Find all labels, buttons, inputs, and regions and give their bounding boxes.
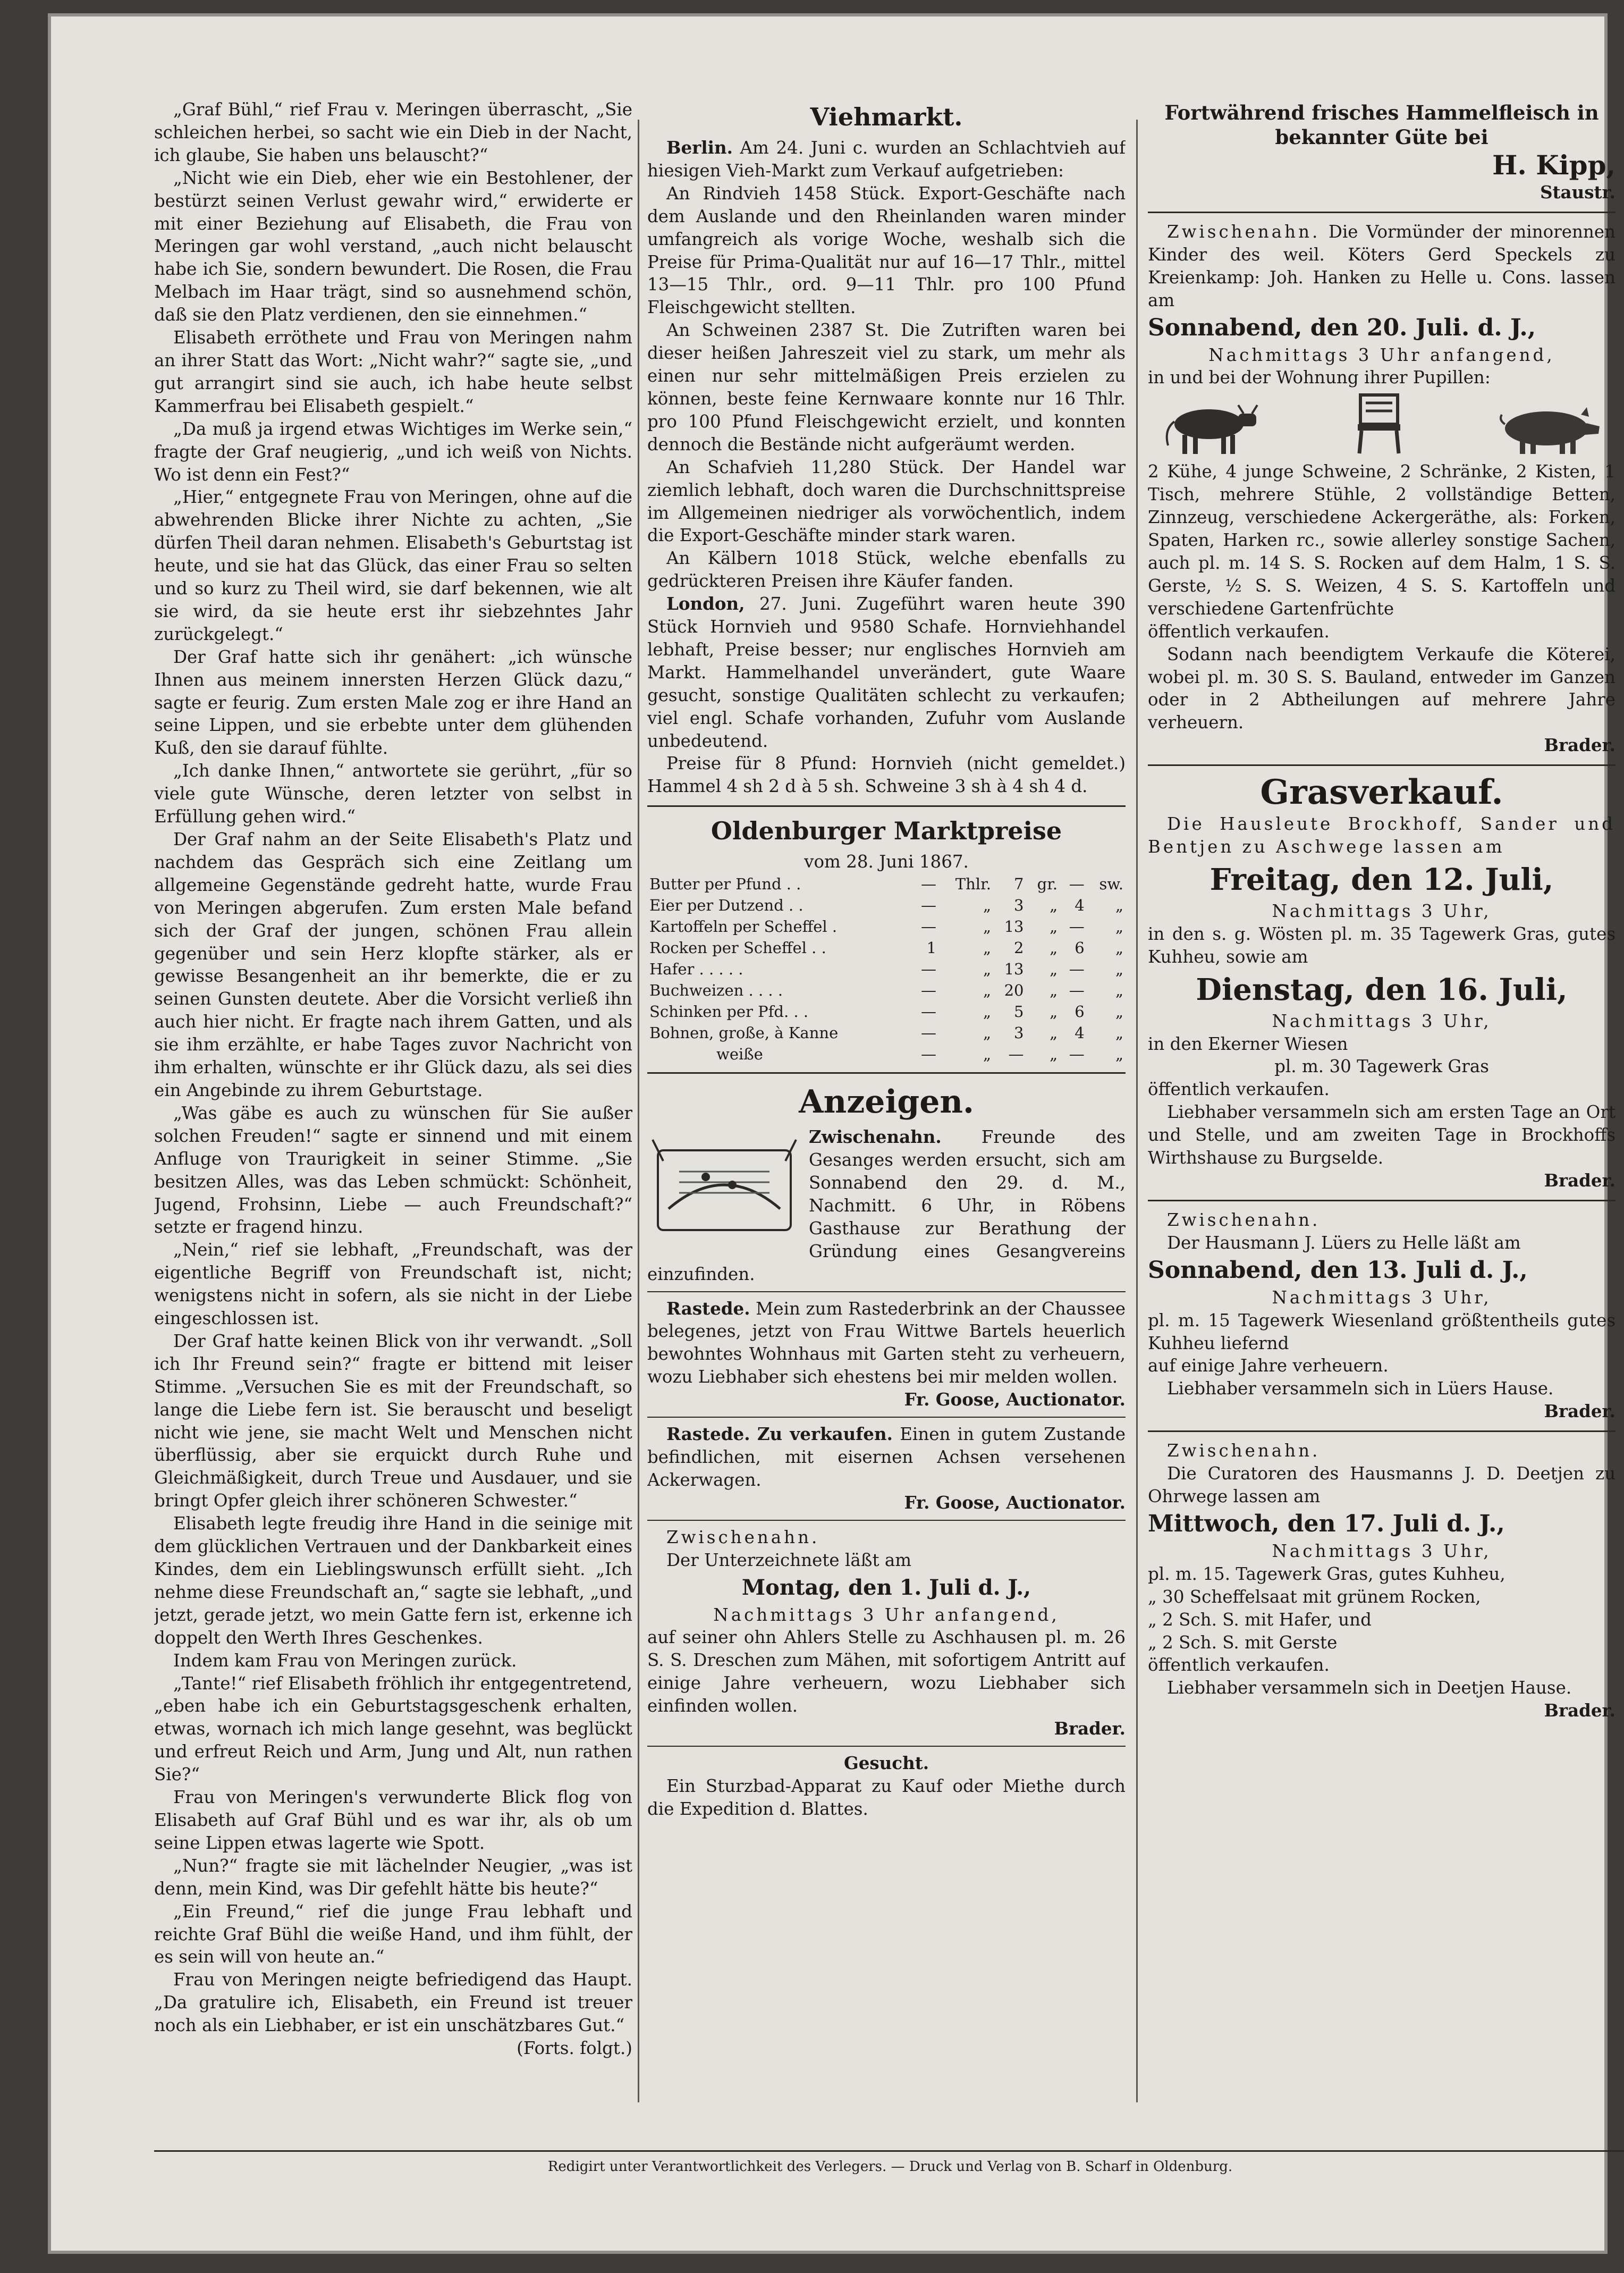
ad-date: Mittwoch, den 17. Juli d. J., (1148, 1510, 1505, 1537)
price-cell: — (921, 1045, 937, 1064)
pig-icon (1493, 403, 1605, 456)
ad-line: Der Hausmann J. Lüers zu Helle läßt am (1167, 1232, 1521, 1253)
ad-headline: Zu verkaufen. (757, 1424, 893, 1445)
price-cell: sw. (1099, 875, 1123, 894)
price-cell: — (921, 981, 937, 1000)
price-cell: — (1069, 917, 1085, 936)
ad-line: Nachmittags 3 Uhr, (1272, 1540, 1492, 1561)
price-cell: — (1069, 981, 1085, 1000)
gesucht-title: Gesucht. (843, 1752, 929, 1773)
ad-text: Einen in gutem Zustande befindlichen, mit eisernen Achsen versehenen Ackerwagen. (647, 1424, 1126, 1490)
divider (1148, 212, 1615, 213)
ad-rastede-haus (647, 1298, 1126, 1389)
ad-line: in den s. g. Wösten pl. m. 35 Tagewerk Gras, gutes Kuhheu, sowie am (1148, 923, 1615, 967)
price-cell: — (921, 960, 937, 979)
price-cell: — (1069, 960, 1085, 979)
chair-icon (1350, 392, 1408, 456)
berlin-report (647, 137, 1126, 182)
price-cell: 2 (1014, 939, 1024, 957)
price-cell: 4 (1075, 896, 1085, 915)
ad-kipp-name: H. Kipp, (1492, 149, 1615, 181)
ad-place: Zwischenahn. (1167, 1209, 1321, 1230)
price-cell: — (1008, 1045, 1024, 1064)
price-item: Rocken per Scheffel . . (649, 939, 826, 957)
market-column (647, 98, 1126, 2129)
grasverkauf-title: Grasverkauf. (1260, 772, 1503, 813)
ad-line: Der Unterzeichnete läßt am (666, 1550, 912, 1570)
ad-line: Nachmittags 3 Uhr, (1272, 900, 1492, 921)
price-row (647, 937, 1126, 958)
berlin-schweine: An Schweinen 2387 St. Die Zutriften waren bei dieser heißen Jahreszeit viel zu stark, um mehr als einen nur sehr mittelmäßigen Preis erzielen zu können, beste feine Kernwaare konnte nur 16 Thlr. pro 100 Pfund Fleischgewicht erzielt, und konnten dennoch die Bestände nicht aufgeräumt werden. (647, 320, 1126, 454)
story-paragraph: Elisabeth legte freudig ihre Hand in die seinige mit dem glücklichen Vertrauen und der Dankbarkeit eines Kindes, dem ein Lieblingswunsch erfüllt sieht. „Ich nehme diese Freundschaft an,“ sagte sie lebhaft, „und jetzt, gerade jetzt, wo mein Gatte fern ist, erkenne ich doppelt den Werth Ihres Geschenkes. (154, 1513, 632, 1648)
price-cell: 13 (1004, 960, 1024, 979)
price-cell: „ (983, 981, 991, 1000)
ad-signature: Brader. (1544, 1700, 1615, 1721)
price-cell: gr. (1037, 875, 1058, 894)
price-cell: „ (1115, 917, 1123, 936)
divider (647, 805, 1126, 807)
ad-date: Dienstag, den 16. Juli, (1196, 972, 1568, 1007)
price-row (647, 873, 1126, 895)
ad-text: Mein zum Rastederbrink an der Chaussee belegenes, jetzt von Frau Wittwe Bartels heuerlich bewohntes Wohnhaus mit Garten steht zu verheuern, wozu Liebhaber sich ehestens bei mir melden wollen. (647, 1298, 1126, 1387)
ad-kipp-headline: Fortwährend frisches Hammelfleisch in bekannter Güte bei (1164, 101, 1599, 149)
ad-signature: Brader. (1054, 1718, 1126, 1739)
price-cell: 6 (1075, 939, 1085, 957)
ad-signature: Brader. (1544, 735, 1615, 756)
ad-text: auf seiner ohn Ahlers Stelle zu Aschhausen pl. m. 26 S. S. Dreschen zum Mähen, mit sofortigem Antritt auf einige Jahre verheuern, wozu Liebhaber sich einfinden wollen. (647, 1627, 1126, 1716)
ad-line: Nachmittags 3 Uhr anfangend, (1208, 344, 1555, 365)
price-cell: „ (983, 1003, 991, 1021)
column-rule (638, 120, 639, 2102)
ad-line: „ 2 Sch. S. mit Gerste (1148, 1632, 1338, 1653)
ad-line: Die Curatoren des Hausmanns J. D. Deetjen zu Ohrwege lassen am (1148, 1463, 1615, 1506)
ad-date: Freitag, den 12. Juli, (1209, 862, 1554, 897)
ad-line: Nachmittags 3 Uhr, (1272, 1287, 1492, 1308)
story-paragraph: Der Graf nahm an der Seite Elisabeth's Platz und nachdem das Gespräch sich eine Zeitlang um allgemeine Gegenstände gedreht hatte, wurde Frau von Meringen abgerufen. Zum ersten Male befand sich der Graf der jungen, schönen Frau allein gegenüber und sein Herz klopfte stärker, als er gewisse Besangenheit an ihr bemerkte, die er zu seinen Gunsten deutete. Aber die Vorsicht verließ ihn auch hier nicht. Er fragte nach ihrem Gatten, und als sie ihm erzählte, er habe Tages zuvor Nachricht von ihm erhalten, wünschte er ihr Glück dazu, als sei dies ein Angebinde zu ihrem Geburtstage. (154, 829, 632, 1100)
price-row (647, 980, 1126, 1001)
story-paragraph: „Nicht wie ein Dieb, eher wie ein Bestohlener, der bestürzt seinen Verlust gewahr wird,“ erwiderte er mit einer Beziehung auf Elisabeth, die Frau von Meringen gar wohl verstand, „auch nicht belauscht habe ich Sie, sondern bewundert. Die Rosen, die Frau Melbach im Haar trägt, sind so ausnehmend schön, daß sie den Platz verdienen, den sie einnehmen.“ (154, 167, 632, 325)
price-row (647, 1022, 1126, 1043)
ad-line: öffentlich verkaufen. (1148, 621, 1330, 642)
price-cell: „ (1050, 960, 1058, 979)
london-prices: Preise für 8 Pfund: Hornvieh (nicht gemeldet.) Hammel 4 sh 2 d à 5 sh. Schweine 3 sh à 4 sh 4 d. (647, 753, 1126, 797)
ad-place: Zwischenahn. (1167, 221, 1321, 242)
price-cell: Thlr. (955, 875, 991, 894)
ad-line: Liebhaber versammeln sich am ersten Tage an Ort und Stelle, und am zweiten Tage in Brockhoffs Wirthshause zu Burgselde. (1148, 1102, 1615, 1168)
price-item: weiße (716, 1045, 763, 1064)
berlin-kaelber: An Kälbern 1018 Stück, welche ebenfalls zu gedrückteren Preisen ihre Käufer fanden. (647, 548, 1126, 592)
ad-signature: Fr. Goose, Auctionator. (904, 1389, 1126, 1410)
price-cell: „ (1115, 1024, 1123, 1042)
ad-text: Die Vormünder der minorennen Kinder des weil. Köters Gerd Speckels zu Kreienkamp: Joh. Hanken zu Helle u. Cons. lassen am (1148, 221, 1615, 310)
story-column (154, 98, 632, 2118)
price-cell: — (921, 1003, 937, 1021)
price-cell: „ (1115, 1045, 1123, 1064)
story-paragraph: Elisabeth erröthete und Frau von Meringen nahm an ihrer Statt das Wort: „Nicht wahr?“ sagte sie, „und gut arrangirt sind sie auch, ich habe heute selbst Kammerfrau bei Elisabeth gespielt.“ (154, 327, 632, 416)
market-price-table (647, 873, 1126, 1065)
berlin-place: Berlin. (666, 137, 733, 158)
price-cell: 5 (1014, 1003, 1024, 1021)
ad-speckels (1148, 221, 1615, 312)
price-cell: — (921, 917, 937, 936)
ad-kipp-street: Staustr. (1540, 182, 1615, 203)
story-paragraph: „Graf Bühl,“ rief Frau v. Meringen überrascht, „Sie schleichen herbei, so sacht wie ein Dieb in der Nacht, ich glaube, Sie haben uns belauscht?“ (154, 99, 632, 165)
divider (1148, 1430, 1615, 1432)
ad-line: auf einige Jahre verheuern. (1148, 1356, 1389, 1376)
berlin-schafvieh: An Schafvieh 11,280 Stück. Der Handel war ziemlich lebhaft, doch waren die Durchschnittspreise im Allgemeinen niedriger als vorwöchentlich, indem die Export-Geschäfte minder stark waren. (647, 457, 1126, 546)
ad-line: Nachmittags 3 Uhr, (1272, 1011, 1492, 1031)
marktpreise-date: vom 28. Juni 1867. (804, 852, 969, 872)
price-cell: „ (983, 917, 991, 936)
story-paragraph: Indem kam Frau von Meringen zurück. (173, 1650, 517, 1671)
ad-place: Zwischenahn. (666, 1527, 820, 1547)
divider (1148, 764, 1615, 766)
ad-line: pl. m. 15. Tagewerk Gras, gutes Kuhheu, (1148, 1563, 1505, 1584)
price-cell: „ (1115, 939, 1123, 957)
divider (647, 1746, 1126, 1747)
story-paragraph: „Da muß ja irgend etwas Wichtiges im Werke sein,“ fragte der Graf neugierig, „und ich weiß von Nichts. Wo ist denn ein Fest?“ (154, 418, 632, 485)
price-cell: „ (983, 1024, 991, 1042)
price-cell: — (921, 875, 937, 894)
price-row (647, 895, 1126, 916)
ad-rastede-wagen (647, 1423, 1126, 1492)
ad-line: in und bei der Wohnung ihrer Pupillen: (1148, 367, 1491, 388)
price-cell: „ (1050, 1024, 1058, 1042)
berlin-text: Am 24. Juni c. wurden an Schlachtvieh auf hiesigen Vieh-Markt zum Verkauf aufgetrieben: (647, 138, 1126, 181)
price-cell: „ (1050, 981, 1058, 1000)
price-cell: 1 (926, 939, 937, 957)
cow-icon (1158, 398, 1265, 456)
continued-note: (Forts. folgt.) (517, 2038, 632, 2059)
price-cell: 3 (1014, 1024, 1024, 1042)
ad-item-list: 2 Kühe, 4 junge Schweine, 2 Schränke, 2 Kisten, 1 Tisch, mehrere Stühle, 2 vollständige Betten, Zinnzeug, verschiedene Ackergeräthe, als: Forken, Spaten, Harken rc., sowie allerley sonstige Sachen, auch pl. m. 14 S. S. Rocken auf dem Halm, 1 S. S. Gerste, ½ S. S. Weizen, 4 S. S. Kartoffeln und verschiedene Gartenfrüchte (1148, 461, 1615, 619)
price-item: Eier per Dutzend . . (649, 896, 803, 915)
story-paragraph: „Ein Freund,“ rief die junge Frau lebhaft und reichte Graf Bühl die weiße Hand, und ihm fühlt, der es sein will von heute an.“ (154, 1901, 632, 1967)
song-book-vignette-icon (647, 1129, 801, 1241)
ad-date: Montag, den 1. Juli d. J., (741, 1575, 1031, 1600)
ad-signature: Brader. (1544, 1170, 1615, 1191)
price-item: Kartoffeln per Scheffel . (649, 917, 838, 936)
price-cell: — (1069, 875, 1085, 894)
ad-date: Sonnabend, den 20. Juli. d. J., (1148, 314, 1536, 341)
price-cell: „ (1115, 896, 1123, 915)
ad-place: Zwischenahn. (1167, 1441, 1321, 1461)
ad-line: Liebhaber versammeln sich in Deetjen Hause. (1167, 1678, 1572, 1698)
ad-line: öffentlich verkaufen. (1148, 1655, 1330, 1676)
auction-icons (1158, 392, 1605, 456)
price-cell: „ (983, 939, 991, 957)
ad-signature: Brader. (1544, 1401, 1615, 1422)
price-cell: 7 (1014, 875, 1024, 894)
newspaper-page (48, 13, 1615, 2254)
ad-signature: Fr. Goose, Auctionator. (904, 1492, 1126, 1513)
viehmarkt-title: Viehmarkt. (810, 103, 963, 131)
ad-line: in den Ekerner Wiesen (1148, 1033, 1348, 1054)
price-cell: „ (983, 960, 991, 979)
story-paragraph: Der Graf hatte sich ihr genähert: „ich wünsche Ihnen aus meinem innersten Herzen Glück dazu,“ sagte er feurig. Zum ersten Male zog er ihre Hand an seine Lippen, und sie erbebte unter dem glühenden Kuß, den sie darauf fühlte. (154, 646, 632, 759)
price-cell: 13 (1004, 917, 1024, 936)
price-row (647, 958, 1126, 980)
story-paragraph: Der Graf hatte keinen Blick von ihr verwandt. „Soll ich Ihr Freund sein?“ fragte er bittend mit leiser Stimme. „Versuchen Sie es mit der Freundschaft, so lange die Liebe fern ist. Sie berauscht und beseligt nicht wie jene, sie macht Welt und Menschen nicht überflüssig, aber sie erquickt durch Ruhe und Gleichmäßigkeit, durch Treue und Ausdauer, und sie bringt Opfer gleich ihrer schöneren Schwester.“ (154, 1331, 632, 1511)
price-row (647, 1001, 1126, 1022)
price-cell: 4 (1075, 1024, 1085, 1042)
ad-place: Zwischenahn. (809, 1126, 942, 1148)
ad-line: „ 2 Sch. S. mit Hafer, und (1148, 1609, 1372, 1630)
ad-line: Liebhaber versammeln sich in Lüers Hause. (1167, 1378, 1554, 1399)
price-cell: „ (1050, 1045, 1058, 1064)
ad-line: öffentlich verkaufen. (1148, 1079, 1330, 1100)
price-cell: „ (1050, 1003, 1058, 1021)
price-row (647, 916, 1126, 937)
price-cell: „ (1050, 917, 1058, 936)
price-cell: 6 (1075, 1003, 1085, 1021)
anzeigen-title: Anzeigen. (799, 1083, 974, 1121)
ads-column (1148, 98, 1615, 2134)
price-item: Buchweizen . . . . (649, 981, 783, 1000)
price-cell: 3 (1014, 896, 1024, 915)
story-paragraph: „Nun?“ fragte sie mit lächelnder Neugier, „was ist denn, mein Kind, was Dir gefehlt hätte bis heute?“ (154, 1855, 632, 1899)
ad-line: „ 30 Scheffelsaat mit grünem Rocken, (1148, 1586, 1481, 1607)
divider (647, 1520, 1126, 1521)
london-report (647, 593, 1126, 752)
ad-place: Rastede. (666, 1298, 750, 1319)
ad-text: Freunde des Gesanges werden ersucht, sich am Sonnabend den 29. d. M., Nachmitt. 6 Uhr, in Röbens Gasthause zur Berathung der Gründung eines Gesangvereins einzufinden. (647, 1127, 1126, 1284)
price-item: Hafer . . . . . (649, 960, 743, 979)
divider (647, 1291, 1126, 1292)
column-rule (1136, 120, 1138, 2102)
ad-line: Sodann nach beendigtem Verkaufe die Köterei, wobei pl. m. 30 S. S. Bauland, entweder im Ganzen oder in 2 Abtheilungen auf mehrere Jahre verheuern. (1148, 644, 1615, 733)
divider (1148, 1200, 1615, 1201)
price-cell: „ (983, 896, 991, 915)
imprint-footer: Redigirt unter Verantwortlichkeit des Verlegers. — Druck und Verlag von B. Scharf in Oldenburg. (154, 2150, 1624, 2177)
price-cell: — (921, 896, 937, 915)
london-place: London, (666, 593, 745, 614)
story-paragraph: Frau von Meringen's verwunderte Blick flog von Elisabeth auf Graf Bühl und es war ihr, als ob um seine Lippen etwas lagerte wie Spott. (154, 1787, 632, 1853)
price-cell: „ (1115, 1003, 1123, 1021)
ad-line: pl. m. 30 Tagewerk Gras (1274, 1056, 1489, 1077)
story-paragraph: „Was gäbe es auch zu wünschen für Sie außer solchen Freuden!“ sagte er sinnend und mit einem Anfluge von Traurigkeit in seiner Stimme. „Sie besitzen Alles, was das Leben schmückt: Schönheit, Jugend, Frohsinn, Liebe — auch Freundschaft?“ setzte er fragend hinzu. (154, 1102, 632, 1237)
price-item: Butter per Pfund . . (649, 875, 801, 894)
story-paragraph: Frau von Meringen neigte befriedigend das Haupt. „Da gratulire ich, Elisabeth, ein Freund ist treuer noch als ein Liebhaber, er ist ein unschätzbares Gut.“ (154, 1969, 632, 2036)
story-paragraph: „Nein,“ rief sie lebhaft, „Freundschaft, was der eigentliche Begriff von Freundschaft ist, nicht; wenigstens nicht in sofern, als sie nicht in der Liebe eingeschlossen ist. (154, 1240, 632, 1329)
story-paragraph: „Hier,“ entgegnete Frau von Meringen, ohne auf die abwehrenden Blicke ihrer Nichte zu achten, „Sie dürfen Theil daran nehmen. Elisabeth's Geburtstag ist heute, und sie hat das Glück, das einer Frau so selten und so kurz zu Theil wird, sie darf bekennen, wie alt sie wird, da sie heute erst ihr siebzehntes Jahr zurückgelegt.“ (154, 487, 632, 644)
story-paragraph: „Tante!“ rief Elisabeth fröhlich ihr entgegentretend, „eben habe ich ein Geburtstagsgeschenk erhalten, etwas, wornach ich mich lange gesehnt, was beglückt und erfreut Reich und Arm, Jung und Alt, nun rathen Sie?“ (154, 1673, 632, 1785)
price-cell: 20 (1004, 981, 1024, 1000)
london-text: 27. Juni. Zugeführt waren heute 390 Stück Hornvieh und 9580 Schafe. Hornviehhandel lebhaft, Preise besser; nur englisches Hornvieh am Markt. Hammelhandel unverändert, gute Waare gesucht, sonstige Qualitäten schlecht zu verkaufen; viel engl. Schafe vorhanden, Zufuhr vom Auslande unbedeutend. (647, 594, 1126, 751)
ad-line: Nachmittags 3 Uhr anfangend, (713, 1604, 1060, 1625)
price-cell: „ (1115, 960, 1123, 979)
price-item: Bohnen, große, à Kanne (649, 1024, 839, 1042)
price-cell: „ (983, 1045, 991, 1064)
berlin-rindvieh: An Rindvieh 1458 Stück. Export-Geschäfte nach dem Auslande und den Rheinlanden waren minder umfangreich als vorige Woche, weshalb sich die Preise für Prima-Qualität nur auf 16—17 Thlr., mittel 13—15 Thlr., ord. 9—11 Thlr. pro 100 Pfund Fleischgewicht stellten. (647, 183, 1126, 318)
divider (647, 1072, 1126, 1074)
price-cell: — (921, 1024, 937, 1042)
marktpreise-title: Oldenburger Marktpreise (710, 816, 1062, 846)
ad-text: Die Hausleute Brockhoff, Sander und Bentjen zu Aschwege lassen am (1148, 814, 1615, 857)
price-cell: „ (1050, 939, 1058, 957)
price-cell: „ (1050, 896, 1058, 915)
ad-line: pl. m. 15 Tagewerk Wiesenland größtentheils gutes Kuhheu liefernd (1148, 1310, 1615, 1353)
story-paragraph: „Ich danke Ihnen,“ antwortete sie gerührt, „für so viele gute Wünsche, deren letzter von selbst in Erfüllung gehen wird.“ (154, 761, 632, 827)
ad-place: Rastede. (666, 1424, 750, 1445)
gesucht-text: Ein Sturzbad-Apparat zu Kauf oder Miethe durch die Expedition d. Blattes. (647, 1775, 1126, 1819)
price-cell: „ (1115, 981, 1123, 1000)
divider (647, 1417, 1126, 1418)
price-row (647, 1043, 1126, 1065)
price-cell: — (1069, 1045, 1085, 1064)
price-item: Schinken per Pfd. . . (649, 1003, 809, 1021)
ad-date: Sonnabend, den 13. Juli d. J., (1148, 1256, 1528, 1284)
